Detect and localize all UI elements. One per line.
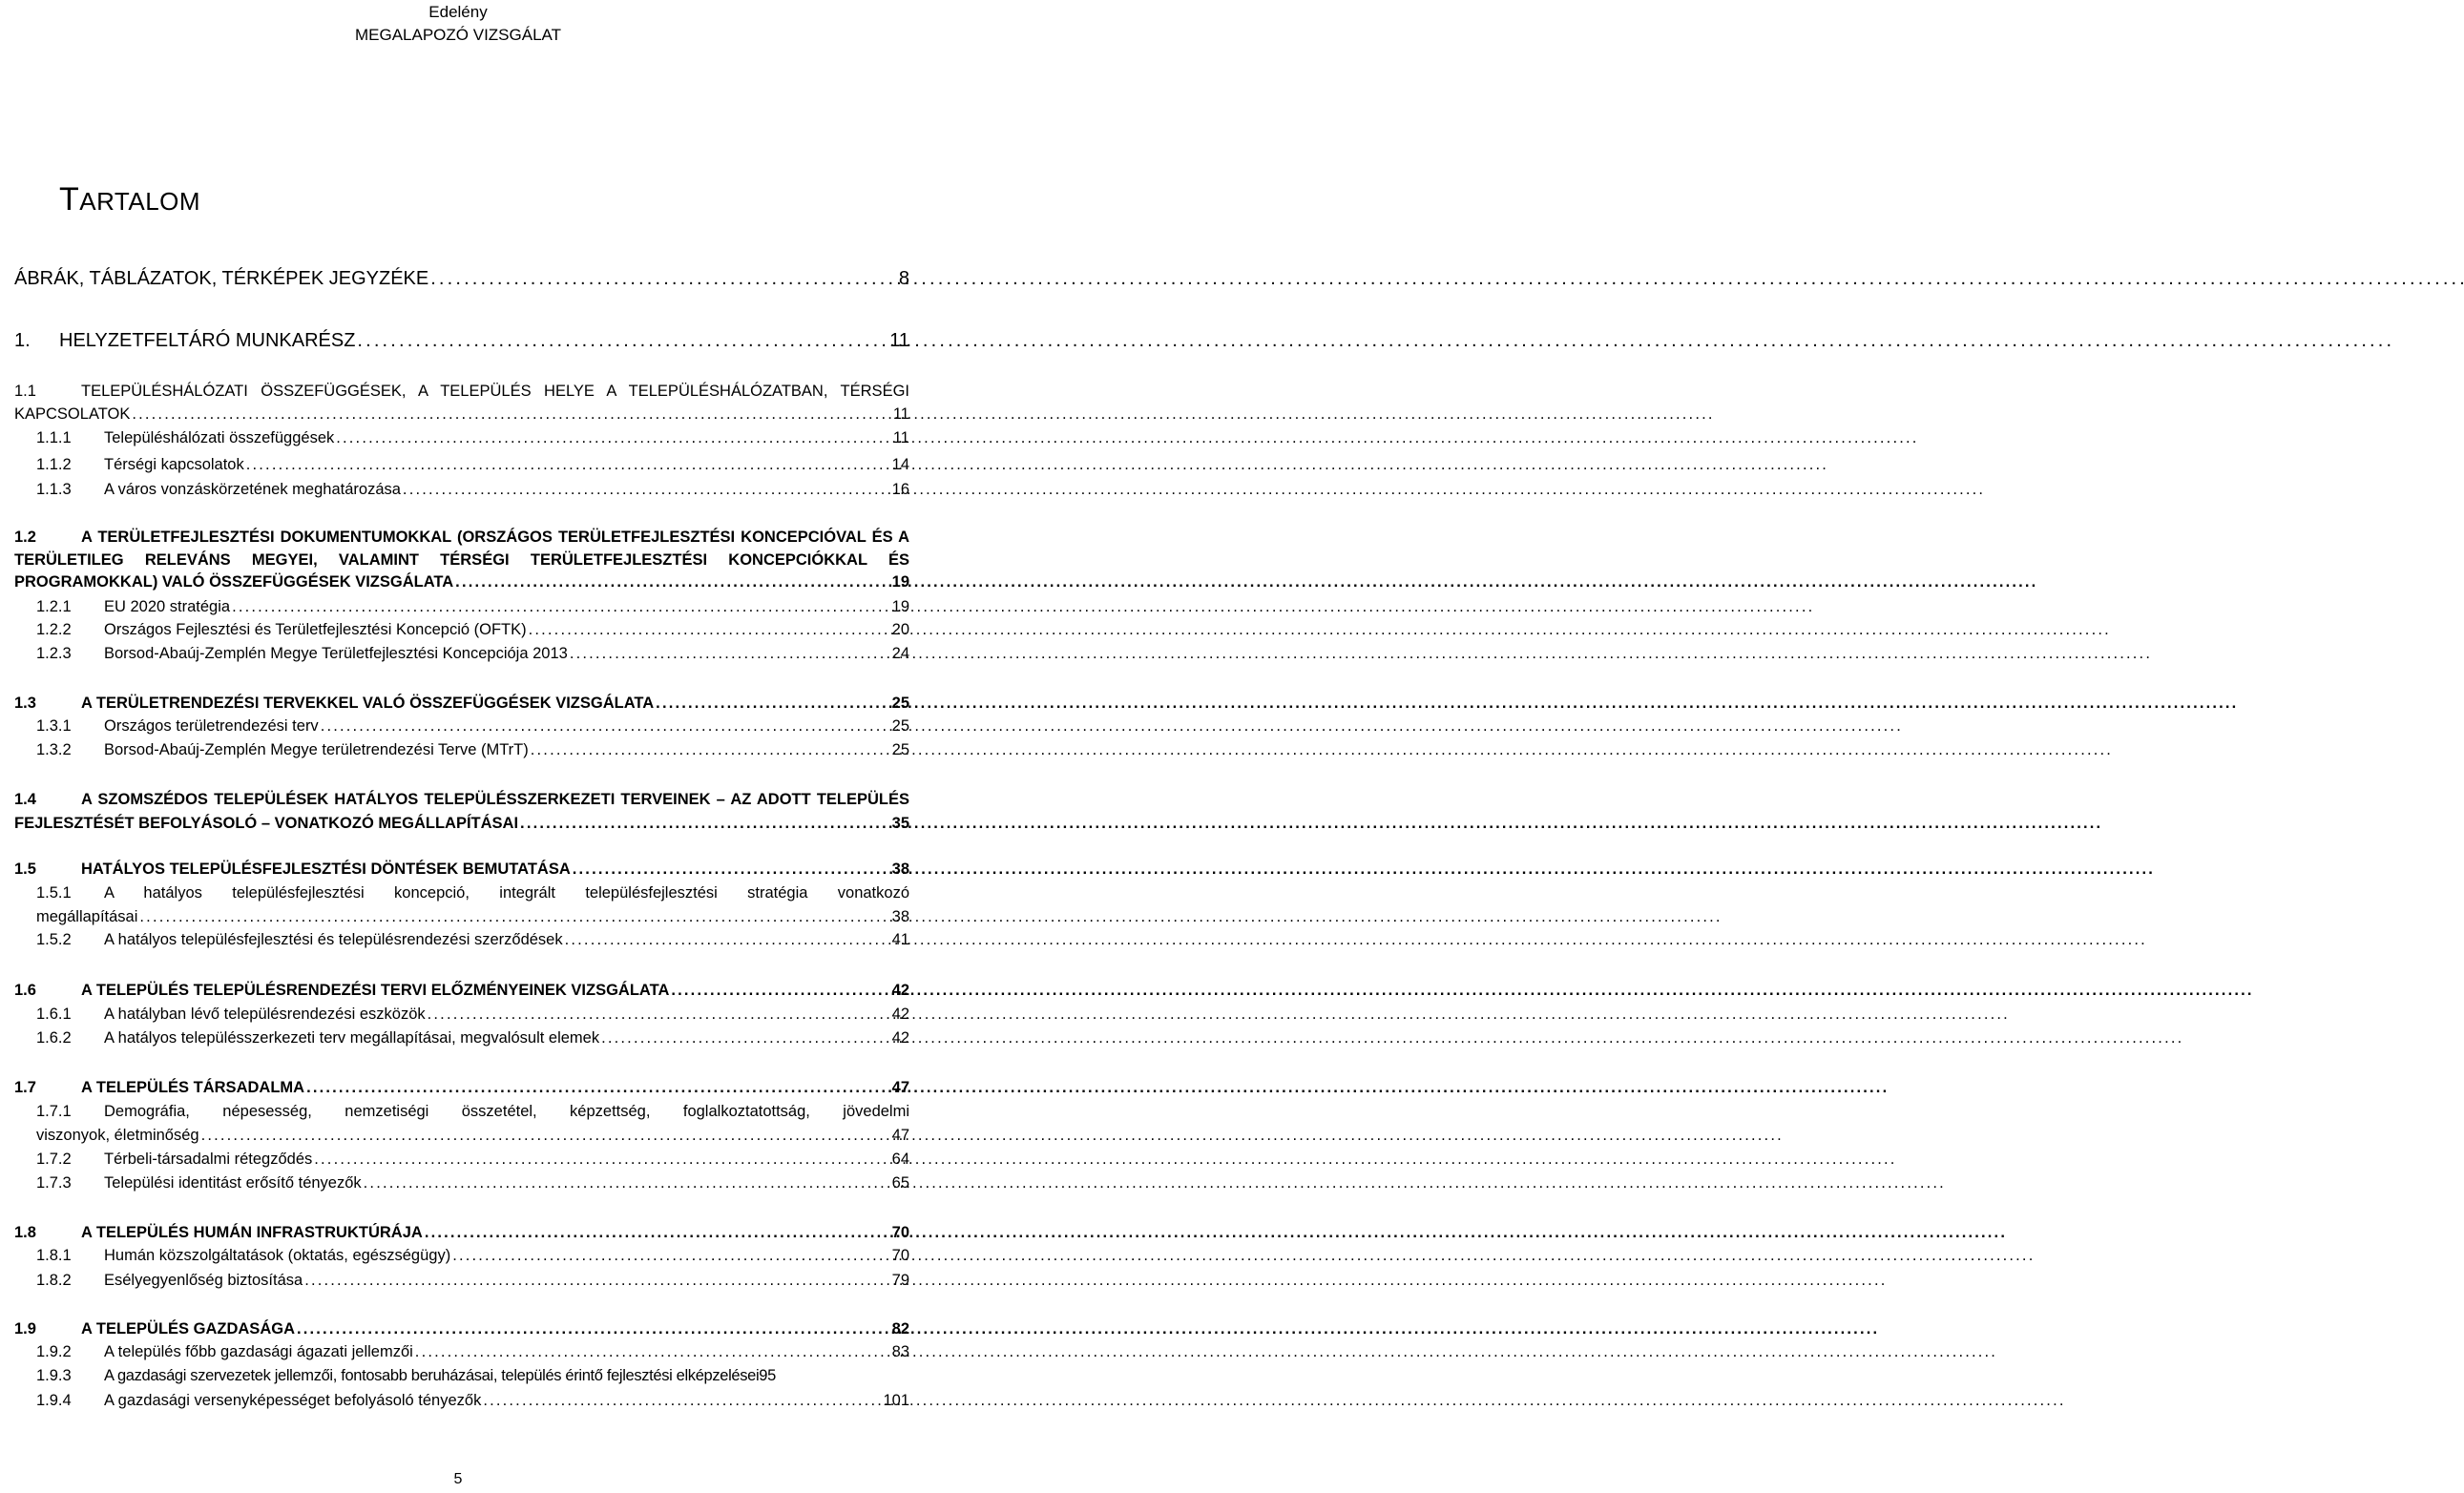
toc-entry-text: A hatályos településfejlesztési és településrendezési szerződések xyxy=(104,931,563,948)
toc-entry-number: 1.2.1 xyxy=(36,598,72,615)
toc-page-number: 38 xyxy=(891,861,909,878)
toc-entry-number: 1.6.1 xyxy=(36,1006,72,1023)
toc-leader xyxy=(201,1127,890,1145)
toc-entry-text: A hatályos településszerkezeti terv megállapításai, megvalósult elemek xyxy=(104,1029,600,1047)
toc-entry-text: EU 2020 stratégia xyxy=(104,598,231,615)
toc-leader xyxy=(656,695,889,713)
toc-entry-text: A település főbb gazdasági ágazati jellemzői xyxy=(104,1343,413,1360)
toc-page-number: 47 xyxy=(891,1127,909,1144)
toc-leader xyxy=(321,717,890,736)
toc-entry-number: 1.3.1 xyxy=(36,717,72,735)
toc-leader xyxy=(132,405,891,424)
header-doc-type: MEGALAPOZÓ VIZSGÁLAT xyxy=(354,26,561,44)
toc-entry-text: PROGRAMOKKAL) VALÓ ÖSSZEFÜGGÉSEK VIZSGÁLATA xyxy=(14,573,454,591)
toc-entry-text-line: TELEPÜLÉSHÁLÓZATI ÖSSZEFÜGGÉSEK, A TELEPÜLÉS HELYE A TELEPÜLÉSHÁLÓZATBAN, TÉRSÉGI xyxy=(81,383,909,400)
toc-entry-text: Borsod-Abaúj-Zemplén Megye Területfejlesztési Koncepciója 2013 xyxy=(104,645,568,662)
toc-entry-text: A TELEPÜLÉS TELEPÜLÉSRENDEZÉSI TERVI ELŐZMÉNYEINEK VIZSGÁLATA xyxy=(81,982,670,999)
toc-entry-number: 1.2.3 xyxy=(36,645,72,662)
toc-leader xyxy=(430,268,897,290)
toc-leader xyxy=(483,1392,881,1410)
toc-leader xyxy=(139,908,889,926)
toc-leader xyxy=(565,931,890,949)
toc-entry-number: 1.4 xyxy=(14,791,36,808)
toc-leader xyxy=(304,1272,889,1290)
toc-entry-number: 1.1.1 xyxy=(36,429,72,446)
toc-entry-text: KAPCSOLATOK xyxy=(14,405,131,423)
toc-leader xyxy=(428,1006,890,1024)
toc-entry-number: 1.3 xyxy=(14,695,36,712)
toc-page-number: 20 xyxy=(891,621,909,638)
toc-leader xyxy=(297,1320,890,1338)
toc-entry-number: 1.7 xyxy=(14,1079,36,1096)
toc-entry-number: 1. xyxy=(14,330,31,351)
toc-leader xyxy=(529,621,890,639)
toc-entry-number: 1.8 xyxy=(14,1224,36,1241)
toc-entry-number: 1.7.1 xyxy=(36,1103,72,1120)
toc-entry-text: ÁBRÁK, TÁBLÁZATOK, TÉRKÉPEK JEGYZÉKE xyxy=(14,268,429,289)
title-rest: ARTALOM xyxy=(79,187,201,216)
toc-leader xyxy=(357,330,887,352)
toc-leader xyxy=(364,1174,890,1192)
toc-entry-number: 1.6 xyxy=(14,982,36,999)
toc-leader xyxy=(452,1247,889,1265)
toc-entry-text: Borsod-Abaúj-Zemplén Megye területrendezési Terve (MTrT) xyxy=(104,741,529,758)
toc-entry-text: A TERÜLETRENDEZÉSI TERVEKKEL VALÓ ÖSSZEFÜGGÉSEK VIZSGÁLATA xyxy=(81,695,655,712)
toc-page-number: 19 xyxy=(891,598,909,615)
toc-leader xyxy=(403,481,890,499)
toc-entry-text: Humán közszolgáltatások (oktatás, egészségügy) xyxy=(104,1247,451,1264)
toc-entry-text: Településhálózati összefüggések xyxy=(104,429,335,446)
toc-page-number: 19 xyxy=(891,573,909,591)
toc-entry-number: 1.3.2 xyxy=(36,741,72,758)
toc-page-number: 25 xyxy=(891,741,909,758)
toc-entry-text: A TELEPÜLÉS TÁRSADALMA xyxy=(81,1079,305,1096)
toc-entry-text: Országos területrendezési terv xyxy=(104,717,319,735)
toc-page-number: 42 xyxy=(891,1006,909,1023)
toc-page-number: 11 xyxy=(892,405,909,423)
toc-page-number: 47 xyxy=(891,1079,909,1096)
toc-page-number: 41 xyxy=(891,931,909,948)
toc-entry-number: 1.6.2 xyxy=(36,1029,72,1047)
toc-entry-number: 1.9.3 xyxy=(36,1367,72,1384)
toc-entry-text-line: TERÜLETILEG RELEVÁNS MEGYEI, VALAMINT TÉRSÉGI TERÜLETFEJLESZTÉSI KONCEPCIÓKKAL ÉS xyxy=(14,551,909,569)
toc-entry-number: 1.1.3 xyxy=(36,481,72,498)
toc-entry-text: Települési identitást erősítő tényezők xyxy=(104,1174,362,1192)
header-city: Edelény xyxy=(428,3,488,21)
toc-leader xyxy=(573,861,890,879)
toc-entry-number: 1.2.2 xyxy=(36,621,72,638)
toc-leader xyxy=(314,1151,889,1169)
toc-entry-text: A TELEPÜLÉS HUMÁN INFRASTRUKTÚRÁJA xyxy=(81,1224,423,1241)
toc-page-number: 42 xyxy=(891,1029,909,1047)
toc-page-number: 65 xyxy=(891,1174,909,1192)
toc-entry-number: 1.5 xyxy=(14,861,36,878)
toc-entry-text: viszonyok, életminőség xyxy=(36,1127,199,1144)
toc-entry-text: HELYZETFELTÁRÓ MUNKARÉSZ xyxy=(59,330,356,351)
toc-leader xyxy=(671,982,889,1000)
toc-entry-text-line: A SZOMSZÉDOS TELEPÜLÉSEK HATÁLYOS TELEPÜLÉSSZERKEZETI TERVEINEK – AZ ADOTT TELEPÜLÉS xyxy=(81,791,909,808)
toc-page-number: 70 xyxy=(891,1247,909,1264)
toc-page-number: 95 xyxy=(759,1367,776,1384)
toc-page-number: 70 xyxy=(891,1224,909,1241)
toc-entry-text: Országos Fejlesztési és Területfejlesztési Koncepció (OFTK) xyxy=(104,621,527,638)
toc-leader xyxy=(531,741,890,759)
toc-entry-text-line: A TERÜLETFEJLESZTÉSI DOKUMENTUMOKKAL (ORSZÁGOS TERÜLETFEJLESZTÉSI KONCEPCIÓVAL ÉS A xyxy=(81,529,909,546)
toc-entry-text: A város vonzáskörzetének meghatározása xyxy=(104,481,401,498)
toc-entry-number: 1.7.3 xyxy=(36,1174,72,1192)
toc-entry-text: A gazdasági szervezetek jellemzői, fontosabb beruházásai, település érintő fejlesztési elképzelései xyxy=(104,1367,760,1384)
toc-leader xyxy=(306,1079,890,1097)
toc-leader xyxy=(601,1029,890,1047)
toc-page-number: 11 xyxy=(889,330,909,351)
toc-page-number: 42 xyxy=(891,982,909,999)
toc-leader xyxy=(455,573,889,591)
toc-entry-number: 1.8.1 xyxy=(36,1247,72,1264)
toc-entry-number: 1.9.2 xyxy=(36,1343,72,1360)
toc-page-number: 11 xyxy=(892,429,909,446)
toc-page-number: 101 xyxy=(883,1392,909,1409)
toc-page-number: 25 xyxy=(891,717,909,735)
toc-entry-text: Térségi kapcsolatok xyxy=(104,456,244,473)
toc-entry-number: 1.9.4 xyxy=(36,1392,72,1409)
toc-leader xyxy=(570,645,890,663)
toc-page-number: 35 xyxy=(891,815,909,832)
toc-page-number: 14 xyxy=(891,456,909,473)
page-number-footer: 5 xyxy=(453,1471,463,1487)
toc-entry-number: 1.9 xyxy=(14,1320,36,1337)
toc-page-number: 38 xyxy=(891,908,909,925)
toc-entry-text: A hatályban lévő településrendezési eszközök xyxy=(104,1006,426,1023)
toc-entry-text: A TELEPÜLÉS GAZDASÁGA xyxy=(81,1320,295,1337)
toc-entry-number: 1.2 xyxy=(14,529,36,546)
toc-entry-number: 1.1 xyxy=(14,383,36,400)
toc-entry-text-line: A hatályos településfejlesztési koncepció, integrált településfejlesztési stratégia vonatkozó xyxy=(104,884,909,902)
toc-entry-text: FEJLESZTÉSÉT BEFOLYÁSOLÓ – VONATKOZÓ MEGÁLLAPÍTÁSAI xyxy=(14,815,519,832)
toc-entry-number: 1.5.2 xyxy=(36,931,72,948)
title-first-letter: T xyxy=(59,181,80,218)
toc-page-number: 64 xyxy=(891,1151,909,1168)
toc-entry-number: 1.5.1 xyxy=(36,884,72,902)
toc-leader xyxy=(415,1343,890,1361)
toc-entry-text: megállapításai xyxy=(36,908,138,925)
toc-page-number: 16 xyxy=(891,481,909,498)
toc-entry-text: Esélyegyenlőség biztosítása xyxy=(104,1272,303,1289)
toc-leader xyxy=(232,598,890,616)
toc-entry-text: Térbeli-társadalmi rétegződés xyxy=(104,1151,313,1168)
toc-leader xyxy=(246,456,890,474)
toc-entry-text-line: Demográfia, népesesség, nemzetiségi összetétel, képzettség, foglalkoztatottság, jövedelmi xyxy=(104,1103,909,1120)
toc-entry-number: 1.8.2 xyxy=(36,1272,72,1289)
toc-page-number: 25 xyxy=(891,695,909,712)
toc-page-number: 79 xyxy=(891,1272,909,1289)
toc-page-number: 82 xyxy=(891,1320,909,1337)
page-title xyxy=(59,181,200,218)
toc-leader xyxy=(520,815,890,833)
toc-page-number: 8 xyxy=(898,268,909,289)
toc-leader xyxy=(425,1224,890,1242)
toc-entry-number: 1.7.2 xyxy=(36,1151,72,1168)
toc-leader xyxy=(336,429,891,447)
toc-page-number: 83 xyxy=(891,1343,909,1360)
toc-entry-number: 1.1.2 xyxy=(36,456,72,473)
toc-entry-text: HATÁLYOS TELEPÜLÉSFEJLESZTÉSI DÖNTÉSEK BEMUTATÁSA xyxy=(81,861,571,878)
toc-entry-text: A gazdasági versenyképességet befolyásoló tényezők xyxy=(104,1392,482,1409)
toc-page-number: 24 xyxy=(891,645,909,662)
